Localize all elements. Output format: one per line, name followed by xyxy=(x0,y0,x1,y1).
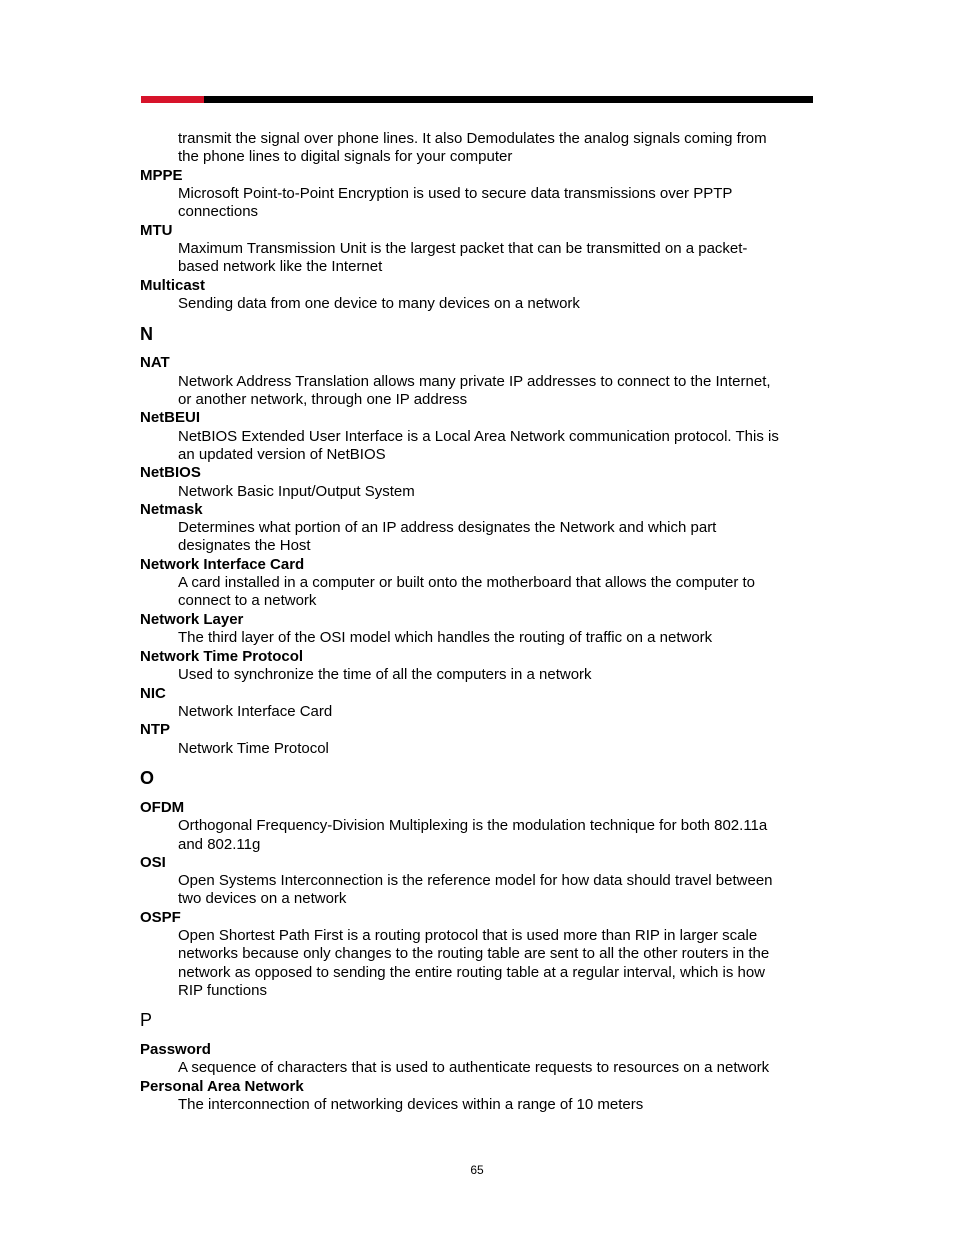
definition-line: Microsoft Point-to-Point Encryption is used to secure data transmissions over PPTP xyxy=(178,185,733,202)
definition-line: the phone lines to digital signals for your computer xyxy=(178,148,513,165)
glossary-term: Netmask xyxy=(140,501,203,518)
definition-line: Orthogonal Frequency-Division Multiplexing is the modulation technique for both 802.11a xyxy=(178,817,768,834)
glossary-term: NetBIOS xyxy=(140,464,201,481)
definition-line: based network like the Internet xyxy=(178,258,383,275)
glossary-term: NIC xyxy=(140,685,166,702)
definition-line: RIP functions xyxy=(178,982,267,999)
glossary-term: Network Interface Card xyxy=(140,556,305,573)
definition-line: transmit the signal over phone lines. It also Demodulates the analog signals coming from xyxy=(178,130,767,147)
glossary-term: MPPE xyxy=(140,167,183,184)
definition-line: Open Systems Interconnection is the reference model for how data should travel between xyxy=(178,872,773,889)
definition-line: network as opposed to sending the entire routing table at a regular interval, which is how xyxy=(178,964,766,981)
definition-line: Determines what portion of an IP address designates the Network and which part xyxy=(178,519,717,536)
glossary-term: OSPF xyxy=(140,909,181,926)
page-number: 65 xyxy=(470,1163,484,1177)
definition-line: Maximum Transmission Unit is the largest packet that can be transmitted on a packet- xyxy=(178,240,748,257)
definition-line: and 802.11g xyxy=(178,836,261,853)
glossary-term: Personal Area Network xyxy=(140,1078,304,1095)
definition-line: A card installed in a computer or built onto the motherboard that allows the computer to xyxy=(178,574,755,591)
definition-line: connections xyxy=(178,203,259,220)
glossary-term: MTU xyxy=(140,222,173,239)
definition-line: networks because only changes to the routing table are sent to all the other routers in the xyxy=(178,945,770,962)
glossary-term: Network Time Protocol xyxy=(140,648,304,665)
definition-line: The interconnection of networking devices within a range of 10 meters xyxy=(178,1096,644,1113)
definition-line: designates the Host xyxy=(178,537,311,554)
glossary-term: Network Layer xyxy=(140,611,244,628)
definition-line: Network Address Translation allows many private IP addresses to connect to the Internet, xyxy=(178,373,771,390)
section-letter: O xyxy=(140,768,155,788)
definition-line: A sequence of characters that is used to authenticate requests to resources on a network xyxy=(178,1059,770,1076)
definition-line: The third layer of the OSI model which handles the routing of traffic on a network xyxy=(178,629,713,646)
glossary-term: NAT xyxy=(140,354,170,371)
definition-line: Network Interface Card xyxy=(178,703,333,720)
definition-line: two devices on a network xyxy=(178,890,347,907)
definition-line: an updated version of NetBIOS xyxy=(178,446,386,463)
definition-line: Network Time Protocol xyxy=(178,740,329,757)
section-letter: N xyxy=(140,324,153,344)
glossary-term: NetBEUI xyxy=(140,409,201,426)
glossary-term: Multicast xyxy=(140,277,206,294)
definition-line: NetBIOS Extended User Interface is a Local Area Network communication protocol. This is xyxy=(178,428,779,445)
definition-line: Network Basic Input/Output System xyxy=(178,483,415,500)
definition-line: Sending data from one device to many devices on a network xyxy=(178,295,580,312)
section-letter: P xyxy=(140,1010,153,1030)
glossary-term: Password xyxy=(140,1041,211,1058)
glossary-term: OSI xyxy=(140,854,166,871)
definition-line: connect to a network xyxy=(178,592,317,609)
header-accent-bar xyxy=(141,96,204,103)
glossary-term: NTP xyxy=(140,721,170,738)
definition-line: or another network, through one IP address xyxy=(178,391,468,408)
definition-line: Open Shortest Path First is a routing protocol that is used more than RIP in larger scale xyxy=(178,927,758,944)
glossary-term: OFDM xyxy=(140,799,185,816)
definition-line: Used to synchronize the time of all the computers in a network xyxy=(178,666,592,683)
header-rule xyxy=(204,96,813,103)
